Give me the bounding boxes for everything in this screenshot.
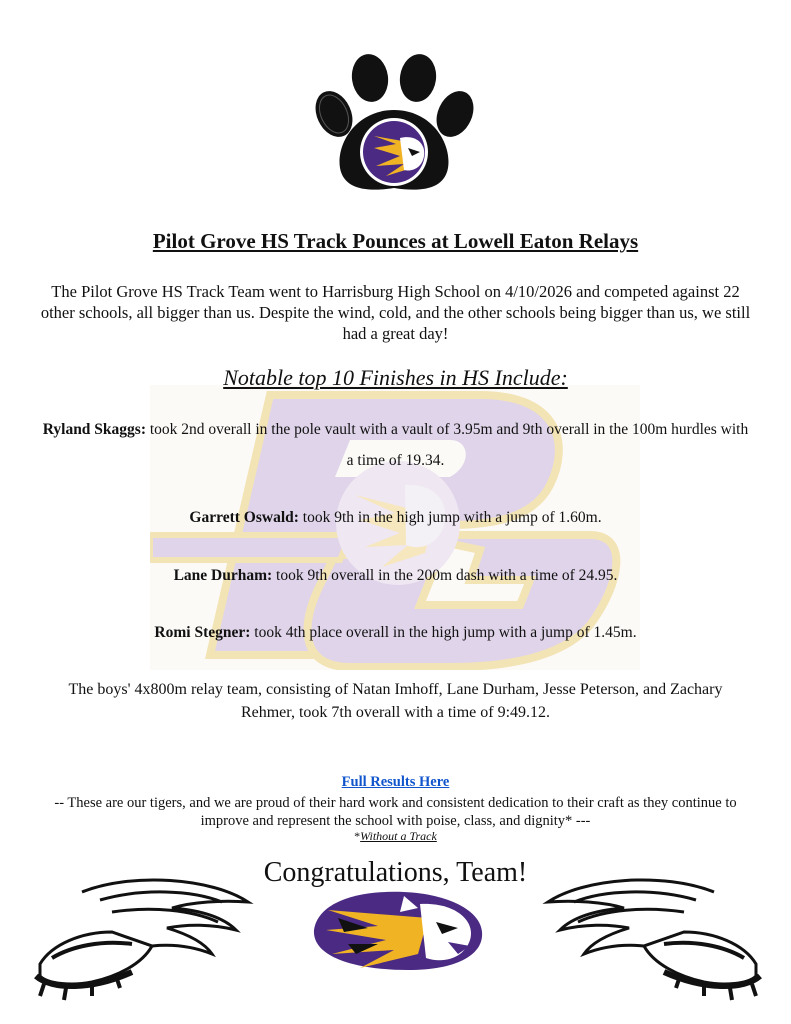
winged-track-shoe-left — [22, 872, 256, 1004]
footnote-text: Without a Track — [360, 829, 437, 843]
tigers-statement: -- These are our tigers, and we are proud of their hard work and consistent dedication to their craft as they continue to improve and represent the school with poise, class, and dignity* --- — [54, 795, 737, 829]
finish-garrett-oswald — [40, 502, 751, 533]
athlete-name: Ryland Skaggs: — [42, 421, 146, 438]
finish-romi-stegner — [40, 617, 751, 648]
full-results-link[interactable]: Full Results Here — [341, 774, 450, 790]
tiger-head-logo — [308, 888, 486, 972]
footnote-marker: * — [354, 829, 361, 843]
finish-text: took 9th in the high jump with a jump of 1.60m. — [298, 509, 602, 526]
congratulations-heading: Congratulations, Team! — [263, 857, 528, 888]
footnote — [0, 829, 791, 844]
finish-lane-durham — [40, 560, 751, 591]
notable-heading: Notable top 10 Finishes in HS Include: — [223, 365, 568, 390]
winged-track-shoe-right — [540, 872, 774, 1004]
athlete-name: Garrett Oswald: — [189, 509, 299, 526]
tiger-paw-logo — [312, 52, 477, 194]
finish-text: took 2nd overall in the pole vault with a vault of 3.95m and 9th overall in the 100m hurdles with a time of 19.34. — [146, 421, 749, 469]
intro-paragraph: The Pilot Grove HS Track Team went to Harrisburg High School on 4/10/2026 and competed against 22 other schools, all bigger than us. Despite the wind, cold, and the other schools being bigger than us, we still had a great day! — [40, 282, 751, 343]
finish-text: took 4th place overall in the high jump with a jump of 1.45m. — [250, 624, 637, 641]
athlete-name: Lane Durham: — [173, 567, 273, 584]
finish-ryland-skaggs — [40, 414, 751, 476]
finish-text: took 9th overall in the 200m dash with a time of 24.95. — [272, 567, 618, 584]
athlete-name: Romi Stegner: — [154, 624, 251, 641]
relay-paragraph: The boys' 4x800m relay team, consisting of Natan Imhoff, Lane Durham, Jesse Peterson, and Zachary Rehmer, took 7th overall with a time of 9:49.12. — [68, 681, 723, 721]
page-title: Pilot Grove HS Track Pounces at Lowell Eaton Relays — [152, 229, 639, 253]
